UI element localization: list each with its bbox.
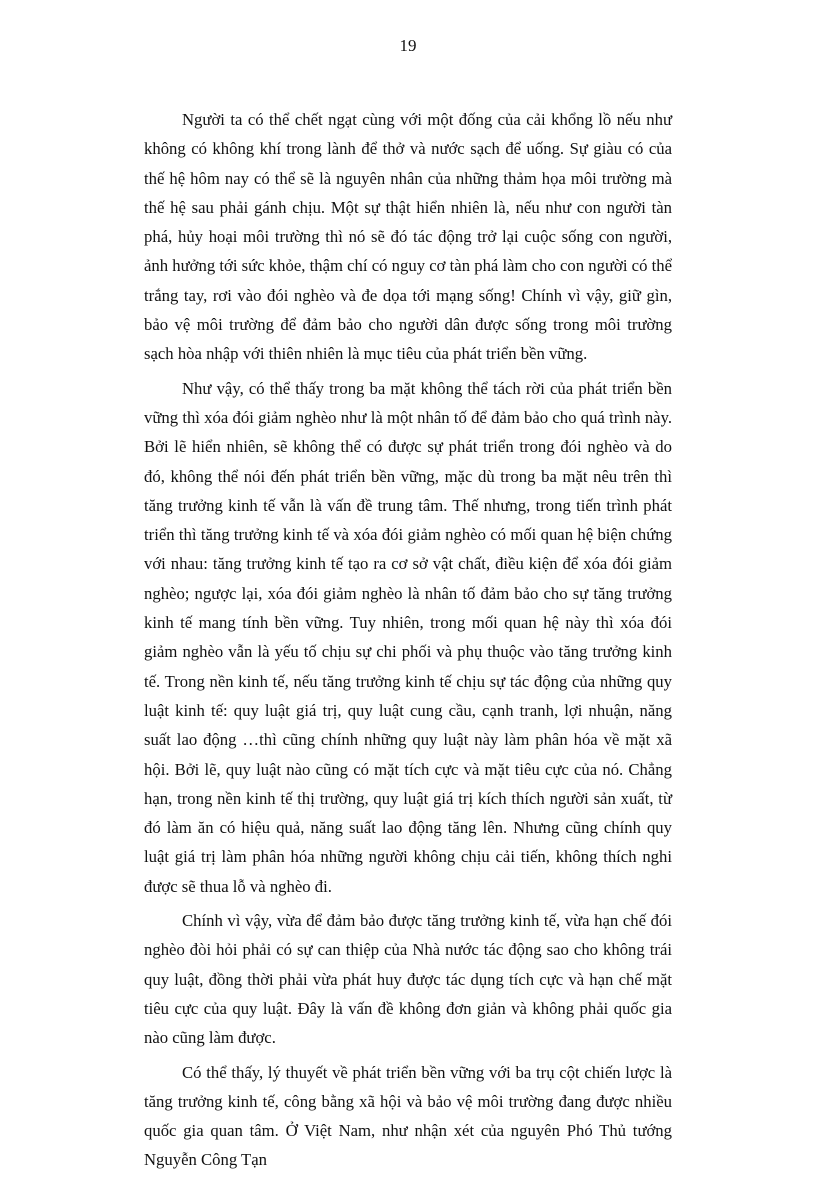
paragraph-3: Chính vì vậy, vừa để đảm bảo được tăng trưởng kinh tế, vừa hạn chế đói nghèo đòi hỏi phải có sự can thiệp của Nhà nước tác động sao cho không trái quy luật, đồng thời phải vừa phát huy được tác dụng tích cực và hạn chế mặt tiêu cực của quy luật. Đây là vấn đề không đơn giản và không phải quốc gia nào cũng làm được.	[144, 911, 672, 1048]
paragraph-1: Người ta có thể chết ngạt cùng với một đống của cải khổng lồ nếu như không có không khí trong lành để thở và nước sạch để uống. Sự giàu có của thế hệ hôm nay có thể sẽ là nguyên nhân của những thảm họa môi trường mà thế hệ sau phải gánh chịu. Một sự thật hiển nhiên là, nếu như con người tàn phá, hủy hoại môi trường thì nó sẽ đó tác động trở lại cuộc sống con người, ảnh hưởng tới sức khỏe, thậm chí có nguy cơ tàn phá làm cho con người có thể trắng tay, rơi vào đói nghèo và đe dọa tới mạng sống! Chính vì vậy, giữ gìn, bảo vệ môi trường để đảm bảo cho người dân được sống trong môi trường sạch hòa nhập với thiên nhiên là mục tiêu của phát triển bền vững.	[144, 110, 672, 364]
paragraph-2: Như vậy, có thể thấy trong ba mặt không thể tách rời của phát triển bền vững thì xóa đói giảm nghèo như là một nhân tố để đảm bảo cho quá trình này. Bởi lẽ hiển nhiên, sẽ không thể có được sự phát triển trong đói nghèo và do đó, không thể nói đến phát triển bền vững, mặc dù trong ba mặt nêu trên thì tăng trưởng kinh tế vẫn là vấn đề trung tâm. Thế nhưng, trong tiến trình phát triển thì tăng trưởng kinh tế và xóa đói giảm nghèo có mối quan hệ biện chứng với nhau: tăng trưởng kinh tế tạo ra cơ sở vật chất, điều kiện để xóa đói giảm nghèo; ngược lại, xóa đói giảm nghèo là nhân tố đảm bảo cho sự tăng trưởng kinh tế mang tính bền vững. Tuy nhiên, trong mối quan hệ này thì xóa đói giảm nghèo vẫn là yếu tố chịu sự chi phối và phụ thuộc vào tăng trưởng kinh tế. Trong nền kinh tế, nếu tăng trưởng kinh tế chịu sự tác động của những quy luật kinh tế: quy luật giá trị, quy luật cung cầu, cạnh tranh, lợi nhuận, năng suất lao động …thì cũng chính những quy luật này làm phân hóa về mặt xã hội. Bởi lẽ, quy luật nào cũng có mặt tích cực và mặt tiêu cực của nó. Chẳng hạn, trong nền kinh tế thị trường, quy luật giá trị kích thích người sản xuất, từ đó làm ăn có hiệu quả, năng suất lao động tăng lên. Nhưng cũng chính quy luật giá trị làm phân hóa những người không chịu cải tiến, không thích nghi được sẽ thua lỗ và nghèo đi.	[144, 378, 672, 896]
page-number: 19	[399, 36, 417, 55]
body-text	[144, 105, 672, 1180]
paragraph-4: Có thể thấy, lý thuyết về phát triển bền vững với ba trụ cột chiến lược là tăng trưởng kinh tế, công bằng xã hội và bảo vệ môi trường đang được nhiều quốc gia quan tâm. Ở Việt Nam, như nhận xét của nguyên Phó Thủ tướng Nguyễn Công Tạn	[144, 1062, 672, 1170]
